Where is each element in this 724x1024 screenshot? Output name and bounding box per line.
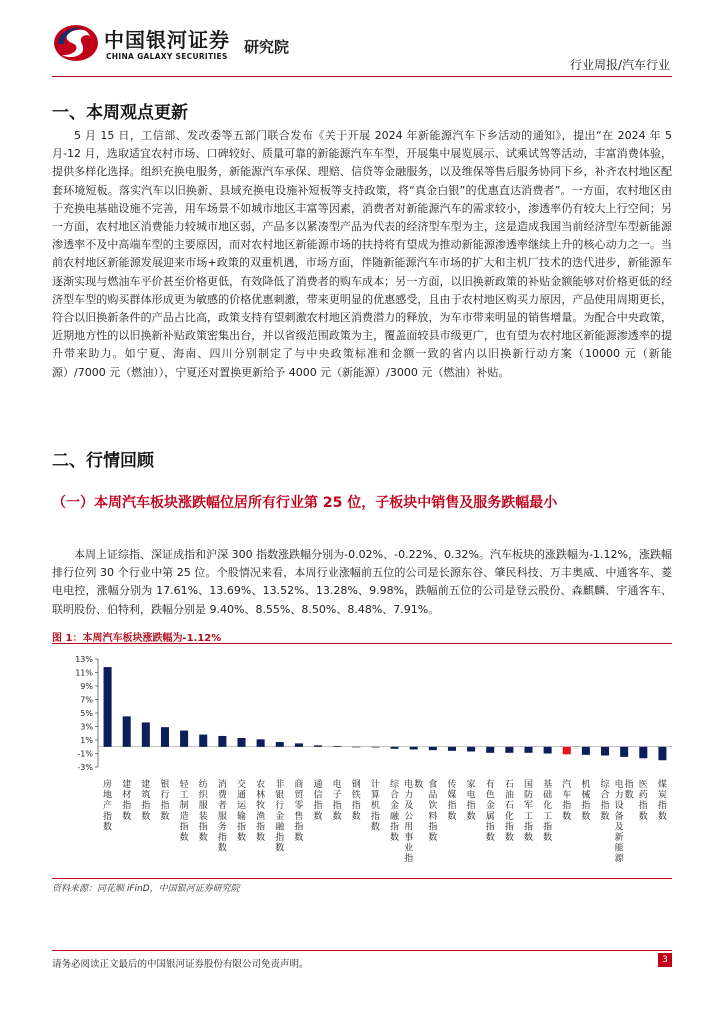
- category-label: 家电指数: [466, 780, 476, 822]
- category-label: 交通运输指数: [236, 780, 247, 843]
- bar-13: [352, 747, 360, 748]
- header-divider: [52, 76, 672, 77]
- bar-18: [448, 747, 456, 751]
- bar-3: [161, 727, 169, 747]
- company-logo-icon: [52, 22, 100, 64]
- bar-15: [391, 747, 399, 749]
- category-label: 机械指数: [581, 780, 591, 822]
- bar-1: [123, 716, 131, 746]
- bar-6: [218, 736, 226, 747]
- category-label: 电力及公用事业指数: [404, 780, 424, 865]
- category-label: 纺织服装指数: [198, 780, 208, 843]
- category-label: 医药指数: [638, 780, 648, 822]
- y-tick-label: 1%: [80, 736, 93, 745]
- y-tick-label: -1%: [77, 749, 93, 759]
- bar-5: [199, 735, 207, 747]
- category-label: 银行指数: [160, 780, 170, 822]
- category-label: 综合金融指数: [390, 780, 400, 843]
- bar-27: [620, 747, 628, 757]
- bar-20: [486, 747, 494, 753]
- category-label: 综合指数: [600, 780, 610, 822]
- category-label: 通信指数: [313, 780, 323, 822]
- bar-17: [429, 747, 437, 750]
- body-paragraph: [52, 546, 672, 619]
- category-label: 建材指数: [122, 780, 132, 822]
- y-tick-label: 11%: [75, 668, 93, 678]
- bar-2: [142, 722, 150, 746]
- bar-12: [333, 746, 341, 747]
- category-label: 电力设备及新能源指数: [614, 780, 634, 865]
- report-type-tag: 行业周报/汽车行业: [569, 58, 670, 72]
- figure-caption: 图 1：本周汽车板块涨跌幅为-1.12%: [52, 633, 222, 644]
- bar-23: [544, 747, 552, 754]
- category-label: 消费者服务指数: [217, 780, 227, 854]
- logo-text-cn: 中国银河证券: [104, 28, 230, 52]
- bar-7: [237, 738, 245, 747]
- bar-28: [639, 747, 647, 758]
- bar-0: [104, 667, 112, 747]
- category-label: 汽车指数: [562, 780, 572, 822]
- category-label: 传媒指数: [447, 780, 457, 822]
- bar-26: [601, 747, 609, 756]
- category-label: 石油石化指数: [504, 780, 514, 843]
- bar-24: [563, 747, 571, 755]
- bar-10: [295, 743, 303, 746]
- figure-source: 资料来源：同花顺 iFinD，中国银河证券研究院: [52, 884, 240, 894]
- disclaimer-note: 请务必阅读正文最后的中国银河证券股份有限公司免责声明。: [52, 959, 309, 970]
- bar-16: [410, 747, 418, 750]
- y-tick-label: 5%: [80, 709, 93, 718]
- bar-11: [314, 745, 322, 746]
- category-label: 电子指数: [332, 780, 342, 822]
- y-tick-label: -3%: [77, 763, 93, 772]
- subsection-title: （一）本周汽车板块涨跌幅位居所有行业第 25 位，子板块中销售及服务跌幅最小: [52, 495, 558, 511]
- bar-29: [658, 747, 666, 761]
- category-label: 房地产指数: [103, 780, 113, 833]
- figure-divider: [52, 643, 672, 644]
- footer-divider: [52, 950, 672, 951]
- category-label: 基础化工指数: [543, 780, 553, 843]
- paragraph-text: 本周上证综指、深证成指和沪深 300 指数涨跌幅分别为-0.02%、-0.22%、0.32%。汽车板块的涨跌幅为-1.12%，涨跌幅排行位列 30 个行业中第 25 位。个股情况来看，本周行业涨幅前五位的公司是长源东谷、肇民科技、万丰奥威、中通客车、菱电电控，涨幅分别为 17.61%、13.69%、13.52%、13.28%、9.98%，跌幅前五位的公司是登云股份、森麒麟、宇通客车、联明股份、伯特利，跌幅分别是 9.40%、8.55%、8.50%、8.48%、7.91%。: [52, 548, 672, 616]
- page-number: 3: [658, 953, 672, 967]
- figure-divider: [52, 878, 672, 879]
- category-label: 钢铁指数: [351, 780, 361, 822]
- industry-change-bar-chart: [64, 651, 684, 881]
- category-label: 计算机指数: [370, 780, 380, 833]
- body-paragraph: [52, 127, 672, 382]
- y-tick-label: 13%: [75, 655, 93, 664]
- logo-text-en: CHINA GALAXY SECURITIES: [106, 52, 228, 61]
- category-label: 国防军工指数: [523, 780, 534, 843]
- y-tick-label: 3%: [80, 722, 93, 732]
- bar-22: [524, 747, 532, 753]
- bar-25: [582, 747, 590, 755]
- bar-21: [505, 747, 513, 753]
- institute-label: 研究院: [244, 38, 290, 56]
- paragraph-text: 5 月 15 日，工信部、发改委等五部门联合发布《关于开展 2024 年新能源汽车下乡活动的通知》，提出“在 2024 年 5 月-12 月，选取适宜农村市场、口碑较好、质量可靠的新能源汽车车型，开展集中展览展示、试乘试驾等活动，丰富消费体验，提供多样化选择。组织充换电服务，新能源汽车承保、理赔、信贷等金融服务，以及维保等售后服务协同下乡，补齐农村地区配套环境短板。落实汽车以旧换新、县域充换电设施补短板等支持政策，将“真金白银”的优惠直达消费者”。一方面，农村地区由于充换电基础设施不完善，用车场景不如城市地区丰富等因素，消费者对新能源汽车的需求较小，渗透率仍有较大上行空间；另一方面，农村地区消费能力较城市地区弱，产品多以紧凑型产品为代表的经济型车型为主，这是造成我国当前经济型车型新能源渗透率不及中高端车型的主要原因，而对农村地区新能源市场的扶持将有望成为推动新能源渗透率继续上升的核心动力之一。当前农村地区新能源发展迎来市场+政策的双重机遇，市场方面，伴随新能源汽车市场的扩大和主机厂技术的迭代进步，新能源车逐渐实现与燃油车平价甚至价格更低，有效降低了消费者的购车成本；另一方面，以旧换新政策的补贴金额能够对价格更低的经济型车型的购买群体形成更为敏感的价格优惠刺激，带来更明显的优惠感受，且由于农村地区购买力原因，产品使用周期更长，符合以旧换新条件的产品占比高，政策支持有望刺激农村地区消费潜力的释放，为车市带来明显的销售增量。为配合中央政策，近期地方性的以旧换新补贴政策密集出台，并以省级范围政策为主，覆盖面较县市级更广，也有望为农村地区新能源渗透率的提升带来助力。如宁夏、海南、四川分别制定了与中央政策标准和金额一致的省内以旧换新行动方案（10000 元（新能源）/7000 元（燃油）），宁夏还对置换更新给予 4000 元（新能源）/3000 元（燃油）补贴。: [52, 129, 672, 379]
- category-label: 非银行金融指数: [275, 780, 285, 854]
- category-label: 食品饮料指数: [428, 780, 438, 843]
- category-label: 轻工制造指数: [179, 780, 189, 843]
- bar-19: [467, 747, 475, 752]
- y-tick-label: 9%: [80, 682, 93, 691]
- bar-9: [276, 742, 284, 747]
- category-label: 商贸零售指数: [294, 780, 304, 843]
- bar-8: [257, 739, 265, 746]
- category-label: 农林牧渔指数: [256, 780, 266, 843]
- category-label: 有色金属指数: [485, 780, 495, 843]
- category-label: 煤炭指数: [657, 780, 667, 822]
- bar-14: [371, 747, 379, 748]
- bar-4: [180, 731, 188, 747]
- section-title: 二、行情回顾: [52, 451, 154, 471]
- category-label: 建筑指数: [141, 780, 151, 822]
- section-title: 一、本周观点更新: [52, 103, 188, 123]
- y-tick-label: 7%: [80, 695, 93, 705]
